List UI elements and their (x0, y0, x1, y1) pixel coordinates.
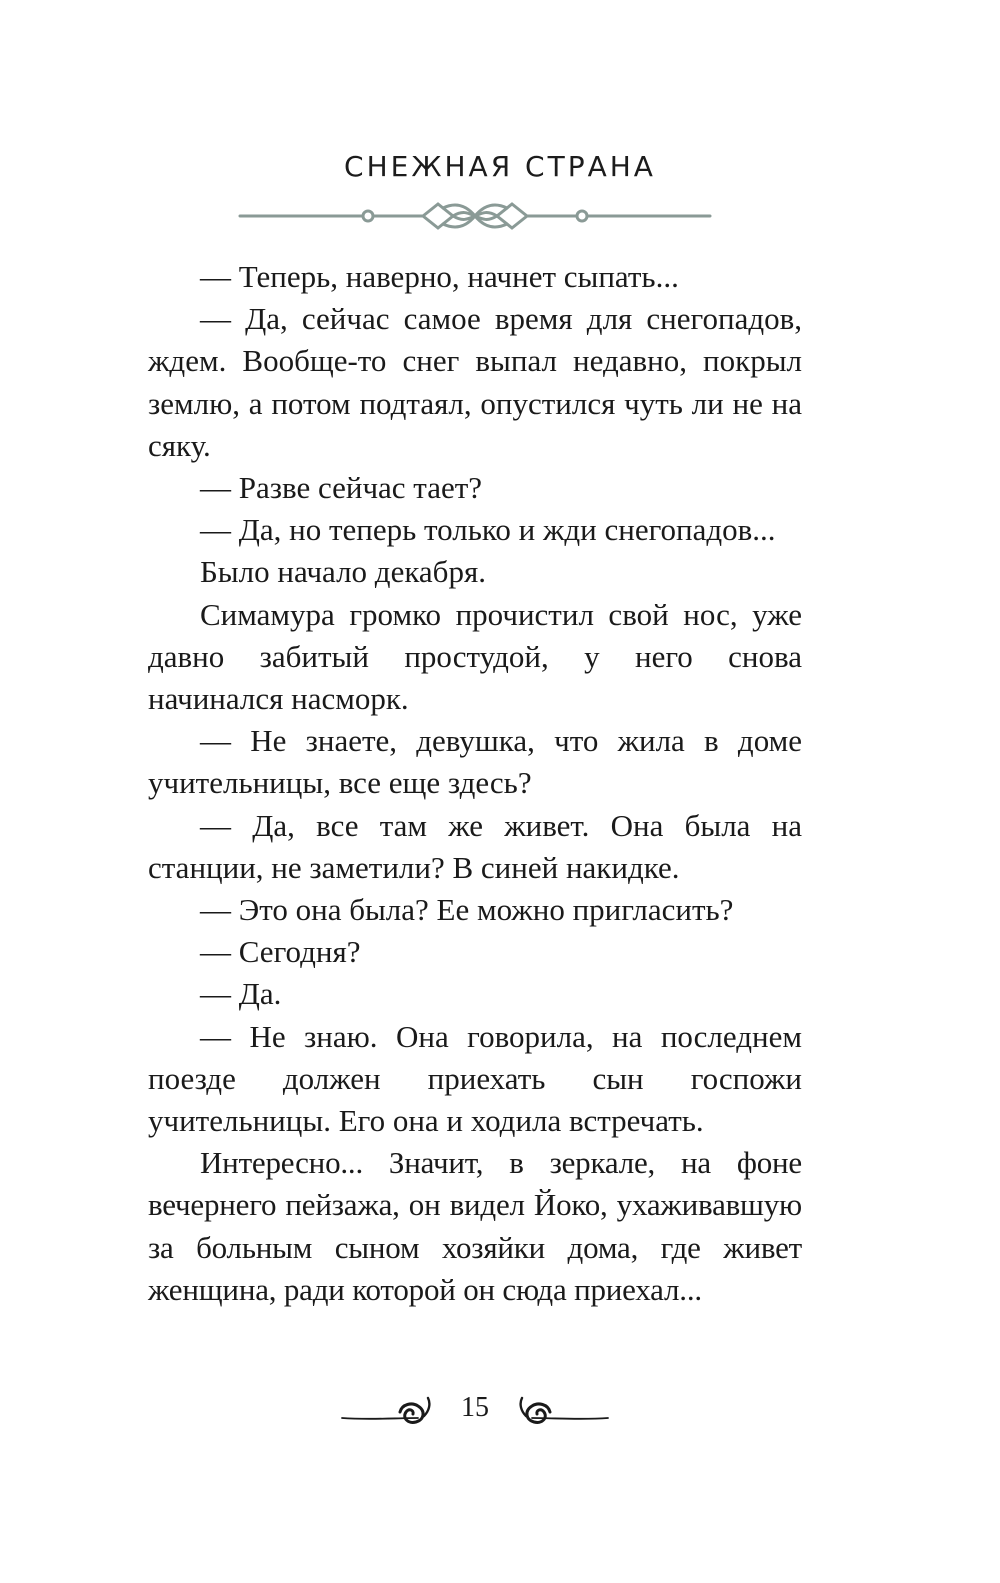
paragraph: Симамура громко прочистил свой нос, уже давно забитый простудой, у него снова начинался насморк. (148, 596, 802, 717)
paragraph: — Разве сейчас тает? (200, 470, 483, 506)
paragraph: — Это она была? Ее можно пригласить? (200, 892, 734, 928)
paragraph: — Да. (200, 976, 282, 1012)
header-divider-ornament-icon (238, 196, 712, 236)
paragraph: — Да, сейчас самое время для снегопадов, ждем. Вообще-то снег выпал недавно, покрыл землю, а потом подтаял, опустился чуть ли не на сяку. (148, 301, 802, 463)
page-footer (340, 1388, 610, 1434)
paragraph: — Да, все там же живет. Она была на станции, не заметили? В синей накидке. (148, 807, 802, 885)
paragraph: — Теперь, наверно, начнет сыпать... (200, 259, 679, 294)
running-head: СНЕЖНАЯ СТРАНА (344, 150, 656, 183)
paragraph: Интересно... Значит, в зеркале, на фоне вечернего пейзажа, он видел Йоко, ухаживавшую за больным сыном хозяйки дома, где живет женщина, ради которой он сюда приехал... (148, 1145, 802, 1307)
swirl-right-icon (510, 1388, 610, 1434)
paragraph: — Да, но теперь только и жди снегопадов... (200, 512, 776, 548)
page-number: 15 (461, 1392, 489, 1423)
body-text (148, 256, 802, 1311)
paragraph: — Не знаю. Она говорила, на последнем поезде должен приехать сын госпожи учительницы. Его она и ходила встречать. (148, 1018, 802, 1139)
paragraph: — Не знаете, девушка, что жила в доме учительницы, все еще здесь? (148, 723, 802, 801)
paragraph: — Сегодня? (200, 934, 361, 970)
paragraph: Было начало декабря. (200, 554, 486, 590)
